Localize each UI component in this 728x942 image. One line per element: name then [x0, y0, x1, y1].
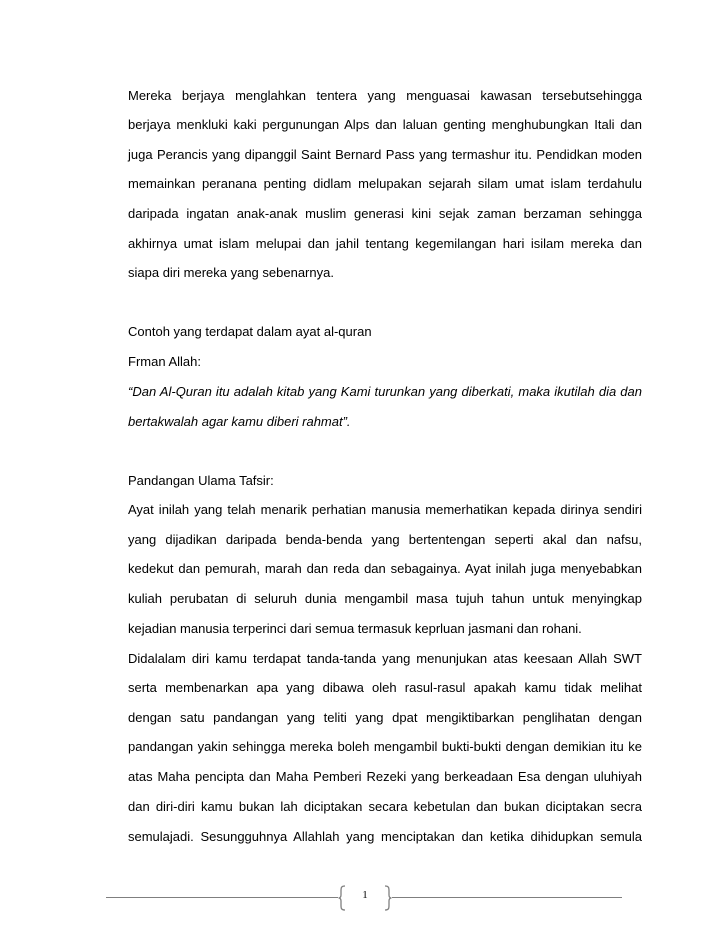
- paragraph-1-line-2: berjaya menkluki kaki pergunungan Alps dan laluan genting menghubungkan Itali dan: [128, 117, 642, 132]
- paragraph-2-line-3: kedekut dan pemurah, marah dan reda dan sebagainya. Ayat inilah juga menyebabkan: [128, 561, 642, 576]
- paragraph-3-line-6: dan diri-diri kamu bukan lah diciptakan secara kebetulan dan bukan diciptakan secra: [128, 799, 642, 814]
- footer-rule-right: [392, 897, 622, 898]
- paragraph-2-line-5: kejadian manusia terperinci dari semua termasuk keprluan jasmani dan rohani.: [128, 621, 582, 636]
- quote-line-2: bertakwalah agar kamu diberi rahmat”.: [128, 414, 351, 429]
- paragraph-1-line-3: juga Perancis yang dipanggil Saint Bernard Pass yang termashur itu. Pendidkan moden: [128, 147, 642, 162]
- tafsir-heading: Pandangan Ulama Tafsir:: [128, 473, 274, 488]
- paragraph-1-line-1: Mereka berjaya menglahkan tentera yang menguasai kawasan tersebutsehingga: [128, 88, 642, 103]
- paragraph-3-line-5: atas Maha pencipta dan Maha Pemberi Rezeki yang berkeadaan Esa dengan uluhiyah: [128, 769, 642, 784]
- paragraph-2-line-2: yang dijadikan daripada benda-benda yang bertentengan seperti akal dan nafsu,: [128, 532, 642, 547]
- contoh-heading: Contoh yang terdapat dalam ayat al-quran: [128, 324, 372, 339]
- paragraph-1-line-6: akhirnya umat islam melupai dan jahil tentang kegemilangan hari isilam mereka dan: [128, 236, 642, 251]
- footer-rule-left: [106, 897, 338, 898]
- paragraph-3-line-3: dengan satu pandangan yang teliti yang dpat mengiktibarkan penglihatan dengan: [128, 710, 642, 725]
- footer-right-bracket-icon: [384, 885, 392, 911]
- page-number: 1: [362, 889, 368, 901]
- paragraph-2-line-1: Ayat inilah yang telah menarik perhatian manusia memerhatikan kepada dirinya sendiri: [128, 502, 642, 517]
- paragraph-3-line-4: pandangan yakin sehingga mereka boleh mengambil bukti-bukti dengan demikian itu ke: [128, 739, 642, 754]
- paragraph-1-line-5: daripada ingatan anak-anak muslim generasi kini sejak zaman berzaman sehingga: [128, 206, 642, 221]
- paragraph-2-line-4: kuliah perubatan di seluruh dunia mengambil masa tujuh tahun untuk menyingkap: [128, 591, 642, 606]
- paragraph-3-line-1: Didalalam diri kamu terdapat tanda-tanda yang menunjukan atas keesaan Allah SWT: [128, 651, 642, 666]
- paragraph-3-line-7: semulajadi. Sesungguhnya Allahlah yang menciptakan dan ketika dihidupkan semula: [128, 829, 642, 844]
- quote-line-1: “Dan Al-Quran itu adalah kitab yang Kami turunkan yang diberkati, maka ikutilah dia dan: [128, 384, 642, 399]
- paragraph-1-line-4: memainkan peranana penting didlam melupakan sejarah silam umat islam terdahulu: [128, 176, 642, 191]
- paragraph-3-line-2: serta membenarkan apa yang dibawa oleh rasul-rasul apakah kamu tidak melihat: [128, 680, 642, 695]
- paragraph-1-line-7: siapa diri mereka yang sebenarnya.: [128, 265, 334, 280]
- firman-label: Frman Allah:: [128, 354, 201, 369]
- footer-left-bracket-icon: [338, 885, 346, 911]
